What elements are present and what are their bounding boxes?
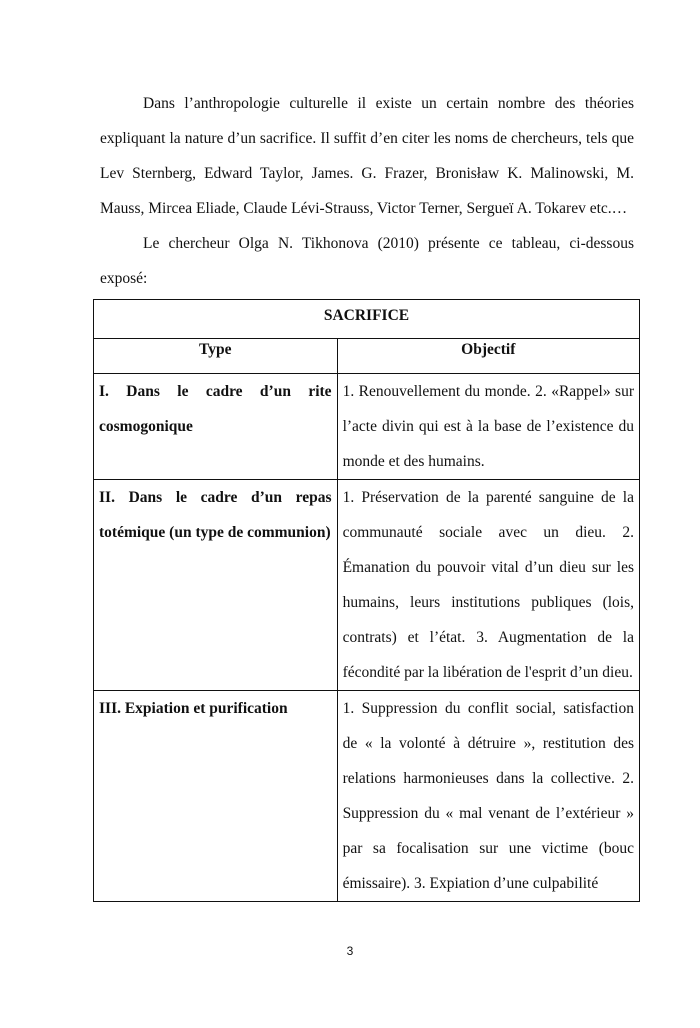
table-row [94,691,640,902]
table-row [94,374,640,480]
page-number: 3 [346,944,354,958]
type-cell: I. Dans le cadre d’un rite cosmogonique [94,374,338,480]
intro-paragraph: Dans l’anthropologie culturelle il existe un certain nombre des théories expliquant la nature d’un sacrifice. Il suffit d’en citer les noms de chercheurs, tels que Lev Sternberg, Edward Taylor, James. G. Frazer, Bronisław K. Malinowski, M. Mauss, Mircea Eliade, Claude Lévi-Strauss, Victor Terner, Sergueï A. Tokarev etc.… [100,95,634,217]
type-cell: III. Expiation et purification [94,691,338,902]
table-title-row [94,300,640,339]
sacrifice-table [93,299,640,902]
table-intro-paragraph: Le chercheur Olga N. Tikhonova (2010) présente ce tableau, ci-dessous exposé: [100,235,634,287]
table-header-row [94,339,640,374]
objectif-cell: 1. Suppression du conflit social, satisfaction de « la volonté à détruire », restitution des relations harmonieuses dans la collective. 2. Suppression du « mal venant de l’extérieur » par sa focalisation sur une victime (bouc émissaire). 3. Expiation d’une culpabilité [337,691,639,902]
table-row [94,480,640,691]
type-cell: II. Dans le cadre d’un repas totémique (un type de communion) [94,480,338,691]
table-title: SACRIFICE [94,300,640,339]
column-header-objectif: Objectif [337,339,639,374]
objectif-cell: 1. Préservation de la parenté sanguine de la communauté sociale avec un dieu. 2. Émanation du pouvoir vital d’un dieu sur les humains, leurs institutions publiques (lois, contrats) et l’état. 3. Augmentation de la fécondité par la libération de l'esprit d’un dieu. [337,480,639,691]
objectif-cell: 1. Renouvellement du monde. 2. «Rappel» sur l’acte divin qui est à la base de l’existence du monde et des humains. [337,374,639,480]
column-header-type: Type [94,339,338,374]
